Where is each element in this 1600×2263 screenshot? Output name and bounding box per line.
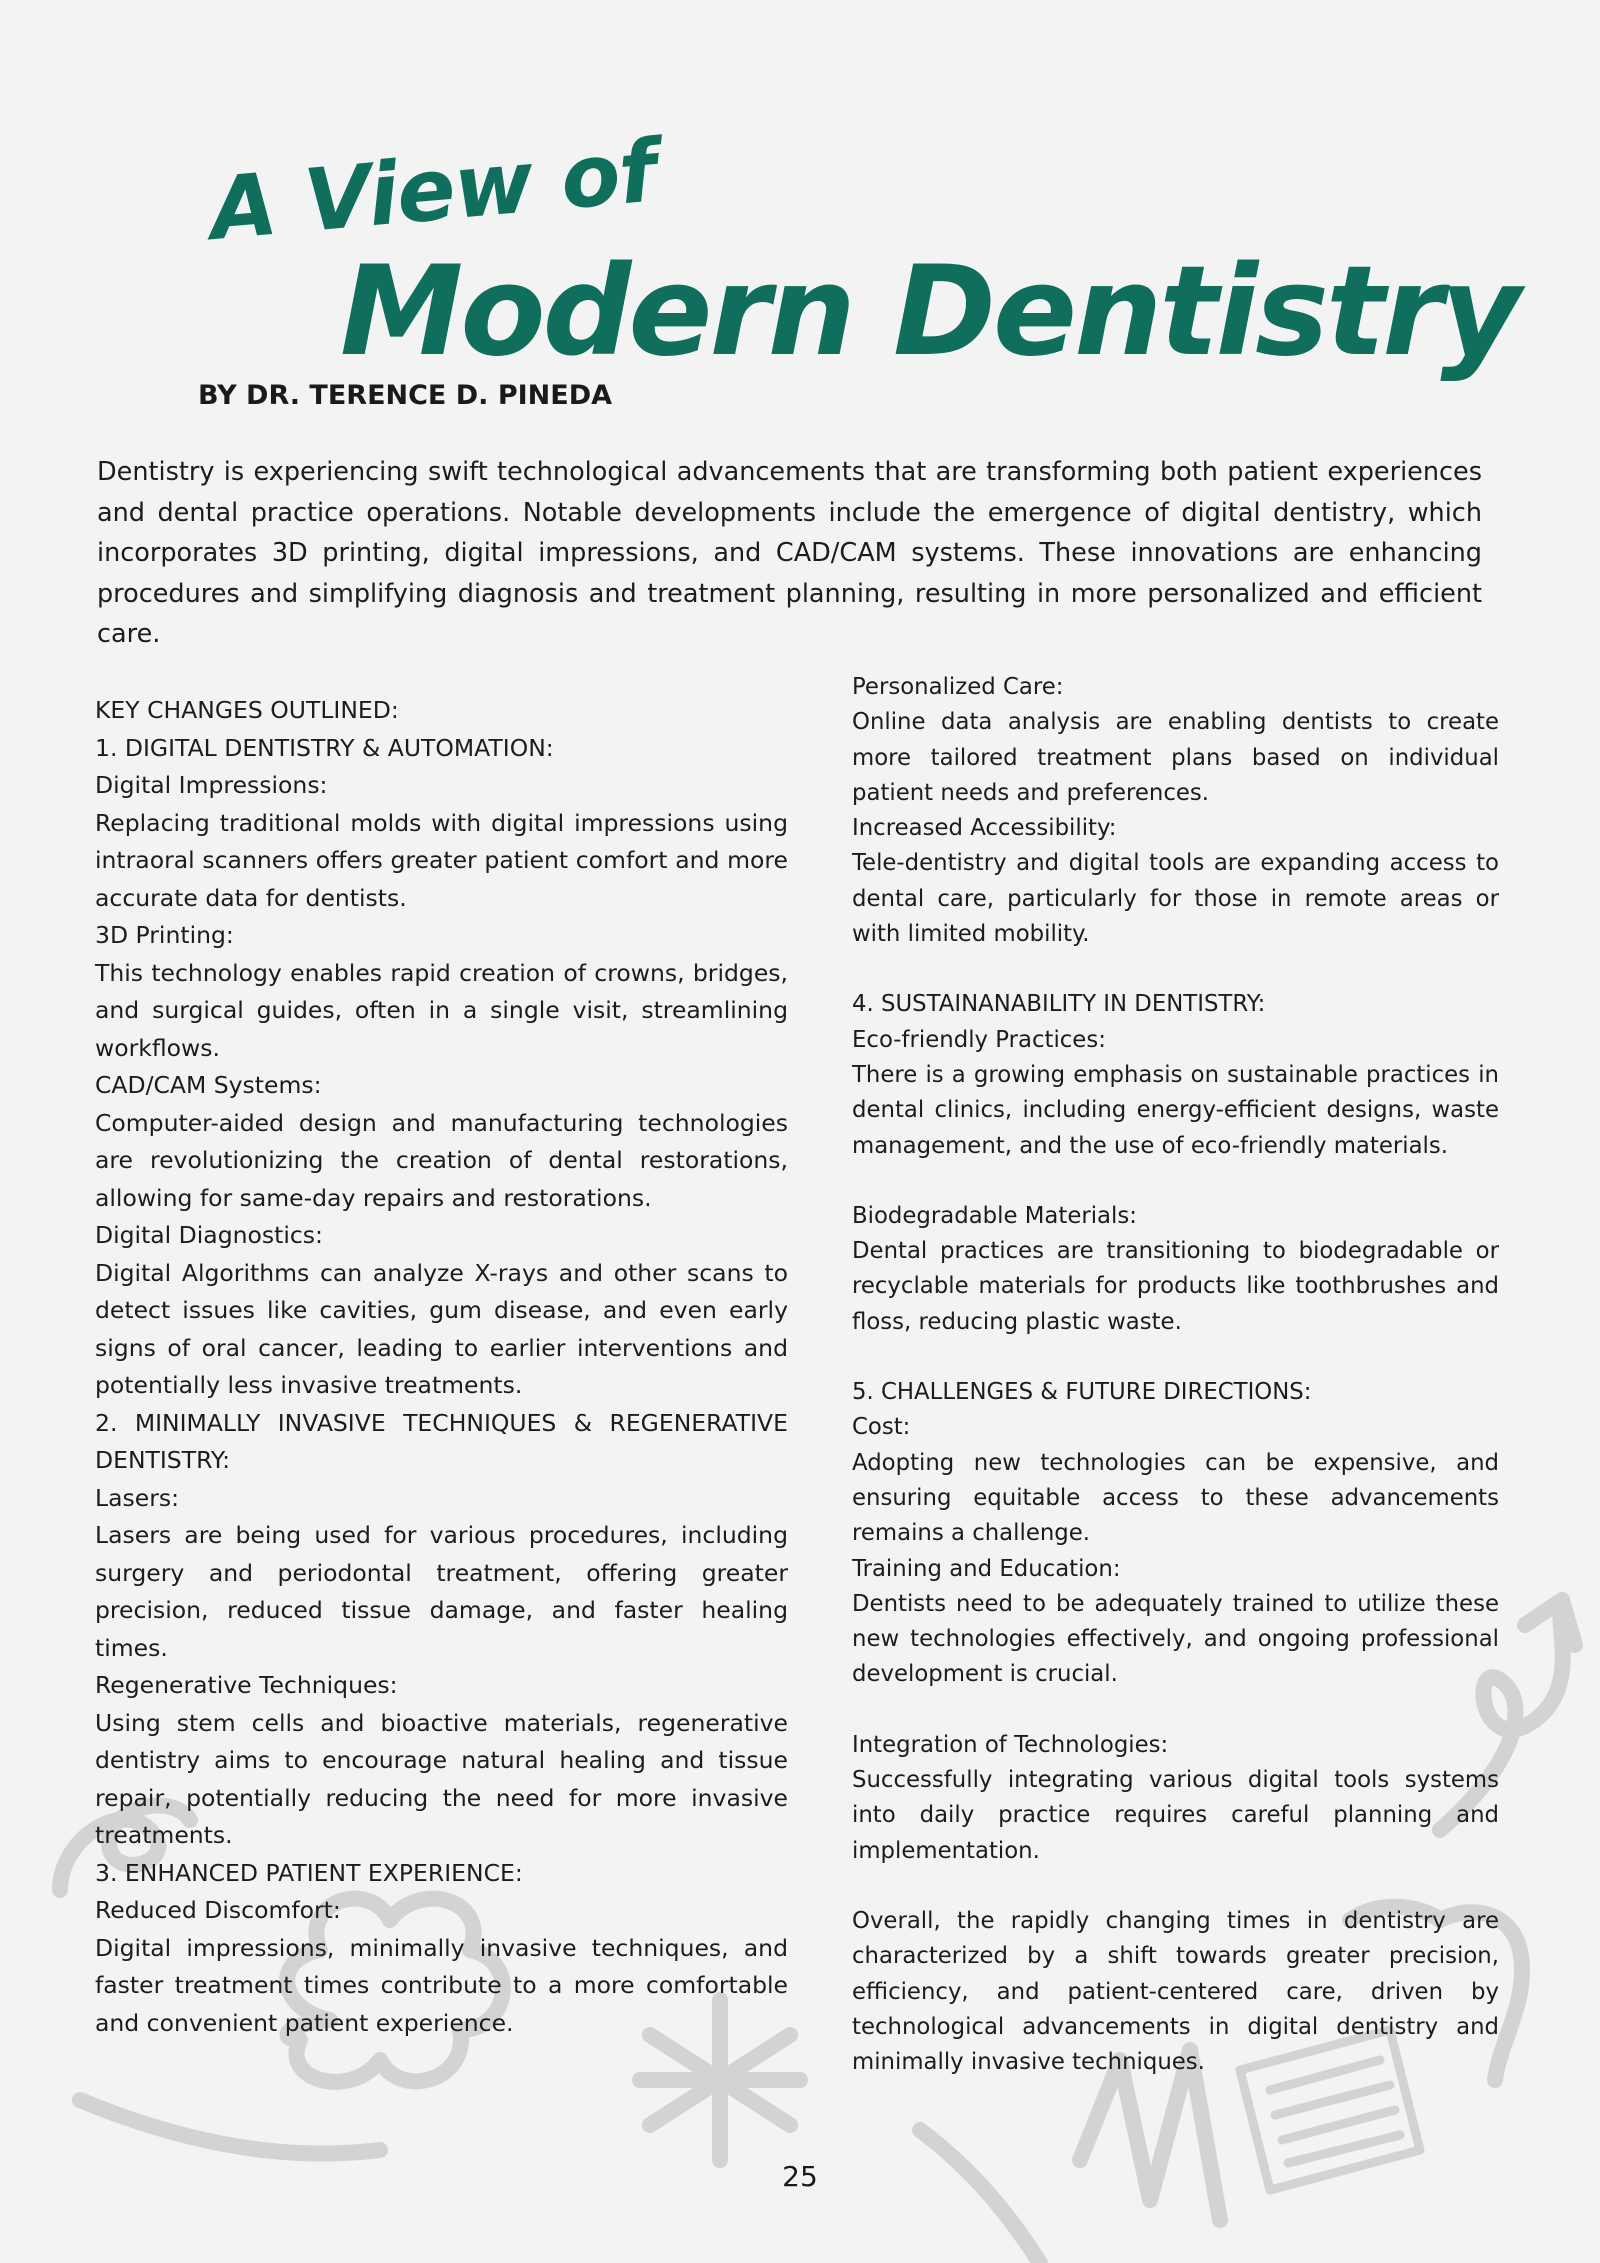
item-text: Replacing traditional molds with digital impressions using intraoral scanners offers greater patient comfort and more accurate data for dentists. <box>95 808 788 912</box>
title-line-1: A View of <box>206 121 660 261</box>
item-label: Increased Accessibility: <box>852 815 1117 842</box>
item-text: Lasers are being used for various procedures, including surgery and periodontal treatment, offering greater precision, reduced tissue damage, and faster healing times. <box>95 1521 788 1662</box>
item-text: There is a growing emphasis on sustainable practices in dental clinics, including energy-efficient designs, waste management, and the use of eco-friendly materials. <box>852 1061 1499 1159</box>
item-label: Digital Diagnostics: <box>95 1221 323 1249</box>
spacer <box>852 1340 1499 1375</box>
item-text: Tele-dentistry and digital tools are expanding access to dental care, particularly for those in remote areas or with limited mobility. <box>852 850 1499 948</box>
item-text: Adopting new technologies can be expensive, and ensuring equitable access to these advancements remains a challenge. <box>852 1449 1499 1547</box>
key-changes-heading: KEY CHANGES OUTLINED: <box>95 696 399 724</box>
item-text: Computer-aided design and manufacturing technologies are revolutionizing the creation of dental restorations, allowing for same-day repairs and restorations. <box>95 1108 788 1212</box>
section-1-heading: 1. DIGITAL DENTISTRY & AUTOMATION: <box>95 733 554 762</box>
author-byline: BY DR. TERENCE D. PINEDA <box>198 380 613 411</box>
spacer <box>852 952 1499 987</box>
item-text: Dental practices are transitioning to biodegradable or recyclable materials for products like toothbrushes and floss, reducing plastic waste. <box>852 1238 1499 1335</box>
section-2-heading: 2. MINIMALLY INVASIVE TECHNIQUES & REGENERATIVE DENTISTRY: <box>95 1408 788 1474</box>
title-line-2: Modern Dentistry <box>340 240 1519 384</box>
item-text: Using stem cells and bioactive materials, regenerative dentistry aims to encourage natural healing and tissue repair, potentially reducing the need for more invasive treatments. <box>95 1708 788 1849</box>
item-label: Integration of Technologies: <box>852 1731 1169 1758</box>
item-text: This technology enables rapid creation of crowns, bridges, and surgical guides, often in a single visit, streamlining workflows. <box>95 958 788 1062</box>
section-4-heading: 4. SUSTAINANABILITY IN DENTISTRY: <box>852 991 1266 1018</box>
item-label: Digital Impressions: <box>95 771 328 799</box>
item-label: Training and Education: <box>852 1555 1121 1582</box>
item-text: Online data analysis are enabling dentists to create more tailored treatment plans based on individual patient needs and preferences. <box>852 709 1499 806</box>
page-number: 25 <box>782 2160 818 2193</box>
spacer <box>852 1164 1499 1199</box>
item-text: Digital Algorithms can analyze X-rays and other scans to detect issues like cavities, gum disease, and even early signs of oral cancer, leading to earlier interventions and potentially less invasive treatments. <box>95 1258 788 1399</box>
item-label: 3D Printing: <box>95 921 234 949</box>
section-3-heading: 3. ENHANCED PATIENT EXPERIENCE: <box>95 1858 523 1887</box>
item-label: CAD/CAM Systems: <box>95 1071 322 1099</box>
spacer <box>852 1869 1499 1904</box>
item-text: Dentists need to be adequately trained to utilize these new technologies effectively, and ongoing professional development is crucial. <box>852 1590 1499 1688</box>
item-label: Regenerative Techniques: <box>95 1671 398 1699</box>
section-5-heading: 5. CHALLENGES & FUTURE DIRECTIONS: <box>852 1379 1312 1406</box>
item-label: Biodegradable Materials: <box>852 1202 1137 1229</box>
item-text: Digital impressions, minimally invasive techniques, and faster treatment times contribute to a more comfortable and convenient patient experience. <box>95 1933 788 2037</box>
intro-paragraph: Dentistry is experiencing swift technological advancements that are transforming both patient experiences and dental practice operations. Notable developments include the emergence of digital dentistry, which incorporates 3D printing, digital impressions, and CAD/CAM systems. These innovations are enhancing procedures and simplifying diagnosis and treatment planning, resulting in more personalized and efficient care. <box>97 457 1482 649</box>
item-label: Cost: <box>852 1414 911 1441</box>
left-column <box>95 692 788 2042</box>
conclusion-paragraph: Overall, the rapidly changing times in dentistry are characterized by a shift towards greater precision, efficiency, and patient-centered care, driven by technological advancements in digital dentistry and minimally invasive techniques. <box>852 1907 1499 2076</box>
item-label: Personalized Care: <box>852 674 1064 700</box>
right-column <box>852 670 1499 2080</box>
item-label: Eco-friendly Practices: <box>852 1026 1106 1053</box>
item-label: Lasers: <box>95 1483 180 1512</box>
item-label: Reduced Discomfort: <box>95 1896 341 1924</box>
item-text: Successfully integrating various digital tools systems into daily practice requires careful planning and implementation. <box>852 1767 1499 1864</box>
spacer <box>852 1693 1499 1728</box>
